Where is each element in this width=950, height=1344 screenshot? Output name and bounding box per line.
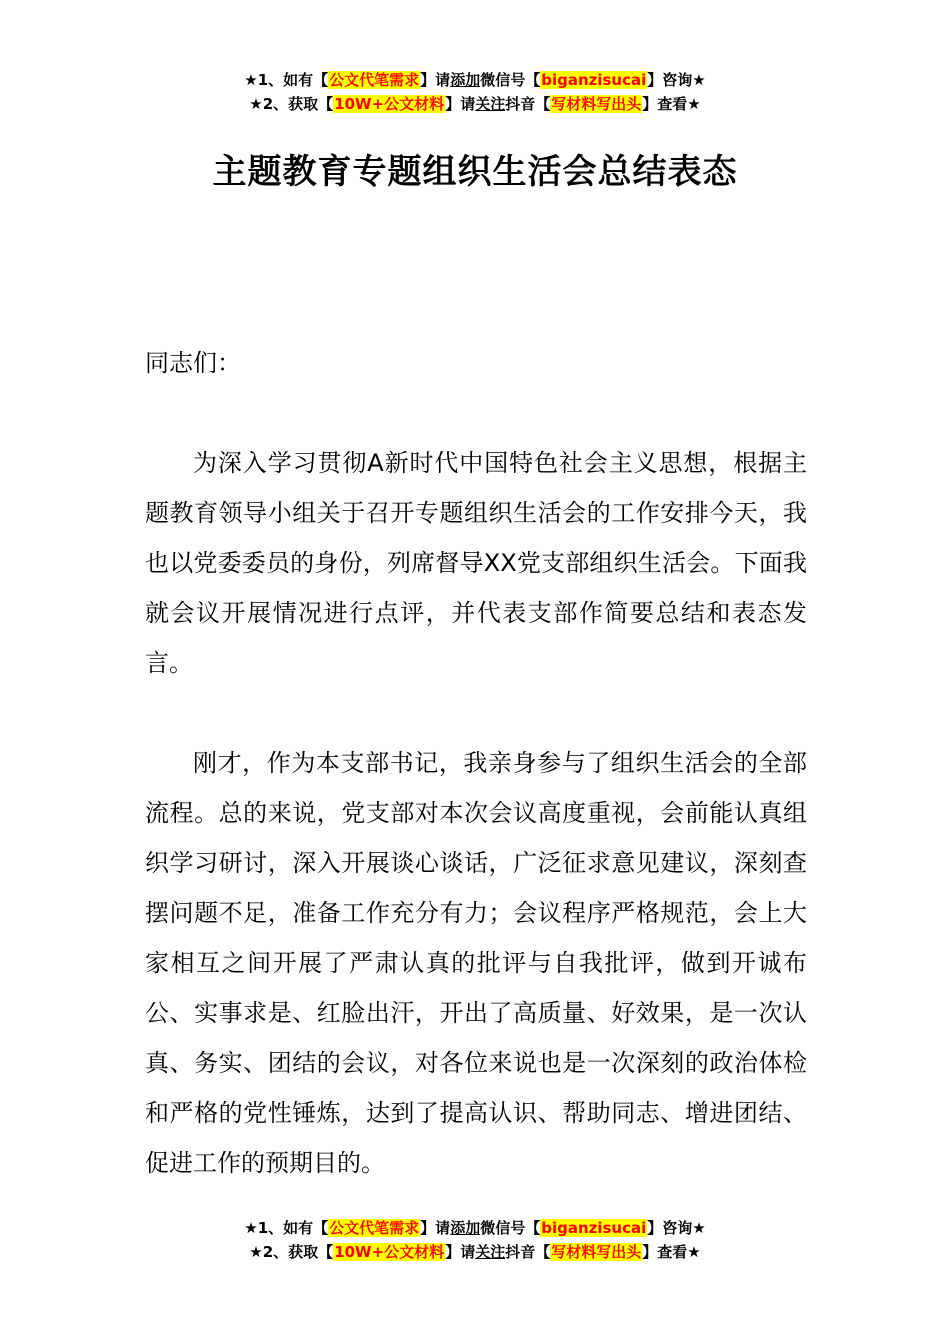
banner-highlight: 10W+公文材料 — [334, 1243, 445, 1261]
banner-underlined-text: 关注 — [475, 95, 506, 113]
banner-text: 抖音【 — [505, 95, 551, 113]
document-title: 主题教育专题组织生活会总结表态 — [212, 152, 738, 192]
salutation: 同志们： — [145, 349, 241, 377]
banner-highlight: 公文代笔需求 — [329, 71, 420, 89]
banner-line-2 — [0, 92, 950, 116]
banner-highlight: 写材料写出头 — [551, 1243, 642, 1261]
banner-text: 】请 — [445, 95, 476, 113]
banner-text: ★2、获取【 — [249, 1243, 334, 1261]
banner-line-1 — [0, 68, 950, 92]
banner-text: ★1、如有【 — [244, 71, 329, 89]
banner-text: 微信号【 — [480, 1219, 541, 1237]
banner-line-1 — [0, 1216, 950, 1240]
banner-highlight: 公文代笔需求 — [329, 1219, 420, 1237]
banner-highlight: 写材料写出头 — [551, 95, 642, 113]
body-paragraph: 刚才，作为本支部书记，我亲身参与了组织生活会的全部流程。总的来说，党支部对本次会议高度重视，会前能认真组织学习研讨，深入开展谈心谈话，广泛征求意见建议，深刻查摆问题不足，准备工作充分有力；会议程序严格规范，会上大家相互之间开展了严肃认真的批评与自我批评，做到开诚布公、实事求是、红脸出汗，开出了高质量、好效果，是一次认真、务实、团结的会议，对各位来说也是一次深刻的政治体检和严格的党性锤炼，达到了提高认识、帮助同志、增进团结、促进工作的预期目的。 — [145, 749, 807, 1177]
body-paragraph: 为深入学习贯彻A新时代中国特色社会主义思想，根据主题教育领导小组关于召开专题组织生活会的工作安排今天，我也以党委委员的身份，列席督导XX党支部组织生活会。下面我就会议开展情况进行点评，并代表支部作简要总结和表态发言。 — [145, 449, 807, 677]
banner-highlight: 10W+公文材料 — [334, 95, 445, 113]
banner-text: 微信号【 — [480, 71, 541, 89]
banner-text: ★1、如有【 — [244, 1219, 329, 1237]
footer-banner — [0, 1216, 950, 1264]
banner-text: 】请 — [445, 1243, 476, 1261]
banner-text: ★2、获取【 — [249, 95, 334, 113]
banner-text: 】咨询★ — [647, 71, 706, 89]
banner-underlined-text: 添加 — [450, 1219, 481, 1237]
banner-underlined-text: 添加 — [450, 71, 481, 89]
banner-highlight: biganzisucai — [541, 71, 647, 89]
banner-text: 抖音【 — [505, 1243, 551, 1261]
banner-text: 】查看★ — [642, 1243, 701, 1261]
banner-text: 】请 — [420, 1219, 451, 1237]
banner-text: 】查看★ — [642, 95, 701, 113]
banner-highlight: biganzisucai — [541, 1219, 647, 1237]
banner-text: 】咨询★ — [647, 1219, 706, 1237]
document-body — [145, 338, 807, 1188]
banner-underlined-text: 关注 — [475, 1243, 506, 1261]
banner-text: 】请 — [420, 71, 451, 89]
header-banner — [0, 68, 950, 116]
banner-line-2 — [0, 1240, 950, 1264]
